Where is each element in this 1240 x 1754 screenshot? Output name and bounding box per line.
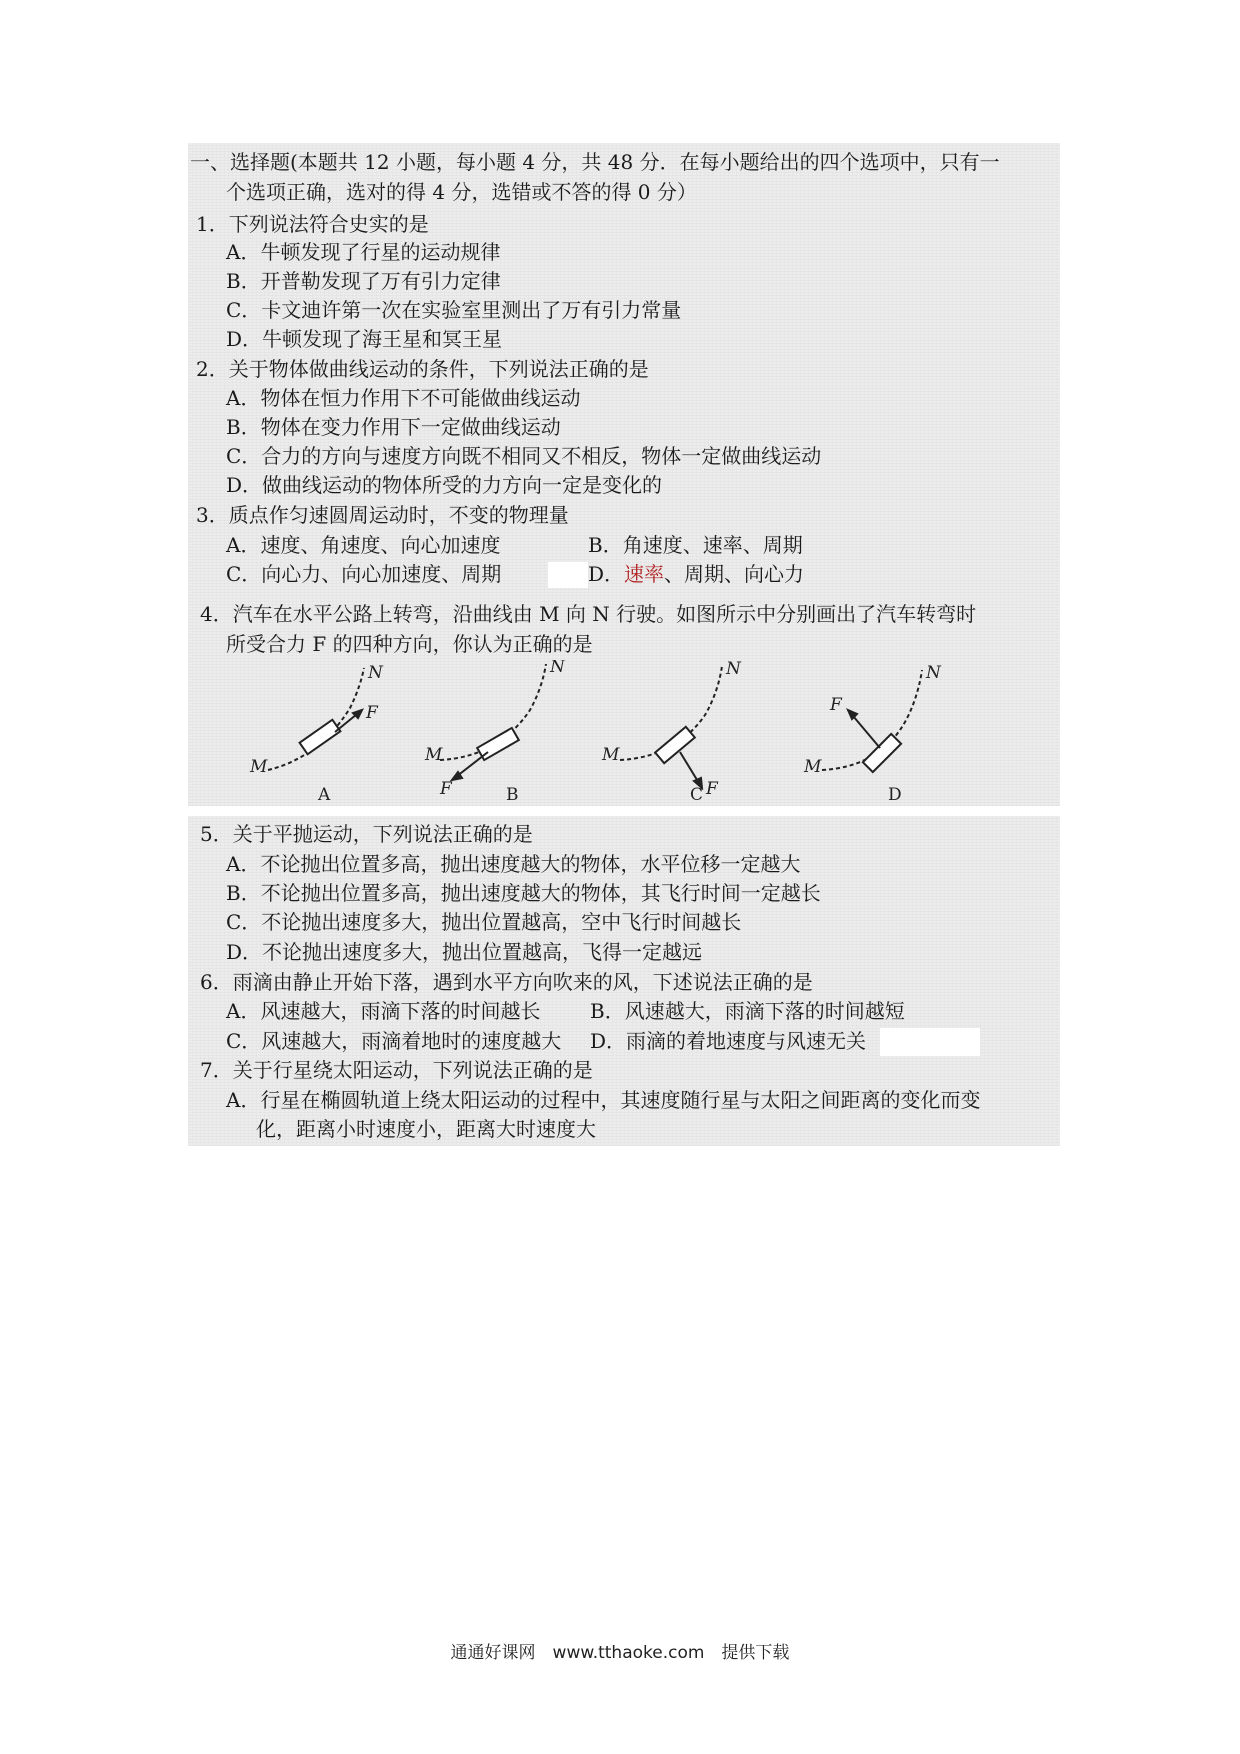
q2-option-a: A．物体在恒力作用下不可能做曲线运动 [226,386,581,410]
fig-c-caption: C [690,785,704,805]
q3-option-d: D．速率、周期、向心力 [588,562,805,586]
fig-d-label-n: N [926,663,941,683]
q3-option-a: A．速度、角速度、向心加速度 [226,533,501,557]
fig-d-car [863,734,901,772]
q1-option-d: D．牛顿发现了海王星和冥王星 [226,327,503,351]
fig-c-label-m: M [602,745,620,765]
q5-option-a: A．不论抛出位置多高，抛出速度越大的物体，水平位移一定越大 [226,852,801,876]
fig-b-caption: B [506,785,519,805]
fig-c-label-f: F [706,779,718,799]
q2-option-d: D．做曲线运动的物体所受的力方向一定是变化的 [226,473,663,497]
white-patch [880,1028,980,1056]
q4-figures [240,660,1060,810]
fig-a-car [300,720,341,754]
q4-stem: 4．汽车在水平公路上转弯，沿曲线由 M 向 N 行驶。如图所示中分别画出了汽车转弯时 [200,602,977,626]
q1-option-a: A．牛顿发现了行星的运动规律 [226,240,501,264]
q3-option-b: B．角速度、速率、周期 [588,533,803,557]
q4-stem-cont: 所受合力 F 的四种方向，你认为正确的是 [226,632,593,656]
fig-c-label-n: N [726,660,741,679]
fig-a-label-f: F [366,703,378,723]
fig-b-label-n: N [550,660,565,677]
q6-option-b: B．风速越大，雨滴下落的时间越短 [590,999,905,1023]
q6-option-c: C．风速越大，雨滴着地时的速度越大 [226,1029,562,1053]
q6-option-a: A．风速越大，雨滴下落的时间越长 [226,999,541,1023]
q1-stem: 1．下列说法符合史实的是 [196,212,429,236]
fig-c-car [655,727,695,763]
q3-stem: 3．质点作匀速圆周运动时，不变的物理量 [196,503,569,527]
fig-d-caption: D [888,785,902,805]
q5-stem: 5．关于平抛运动，下列说法正确的是 [200,822,533,846]
q6-stem: 6．雨滴由静止开始下落，遇到水平方向吹来的风，下述说法正确的是 [200,970,813,994]
white-patch [548,562,588,588]
fig-a-label-n: N [368,663,383,683]
q2-option-b: B．物体在变力作用下一定做曲线运动 [226,415,561,439]
fig-d-label-f: F [830,695,842,715]
q1-option-b: B．开普勒发现了万有引力定律 [226,269,501,293]
fig-a-caption: A [318,785,331,805]
q7-option-a-cont: 化，距离小时速度小，距离大时速度大 [256,1117,596,1141]
q3-option-c: C．向心力、向心加速度、周期 [226,562,502,586]
fig-b-label-f: F [440,779,452,799]
q6-option-d: D．雨滴的着地速度与风速无关 [590,1029,867,1053]
fig-a-label-m: M [250,757,268,777]
q2-option-c: C．合力的方向与速度方向既不相同又不相反，物体一定做曲线运动 [226,444,822,468]
fig-d-label-m: M [804,757,822,777]
section-heading-cont: 个选项正确，选对的得 4 分，选错或不答的得 0 分） [226,180,697,204]
q5-option-d: D．不论抛出速度多大，抛出位置越高，飞得一定越远 [226,940,703,964]
q2-stem: 2．关于物体做曲线运动的条件，下列说法正确的是 [196,357,649,381]
q1-option-c: C．卡文迪许第一次在实验室里测出了万有引力常量 [226,298,682,322]
fig-b-label-m: M [425,745,443,765]
q7-stem: 7．关于行星绕太阳运动，下列说法正确的是 [200,1058,593,1082]
footer-credit: 通通好课网 www.tthaoke.com 提供下载 [450,1643,790,1663]
q5-option-b: B．不论抛出位置多高，抛出速度越大的物体，其飞行时间一定越长 [226,881,821,905]
q5-option-c: C．不论抛出速度多大，抛出位置越高，空中飞行时间越长 [226,910,742,934]
section-heading: 一、选择题(本题共 12 小题，每小题 4 分，共 48 分．在每小题给出的四个选项中，只有一 [190,150,1000,174]
q7-option-a: A．行星在椭圆轨道上绕太阳运动的过程中，其速度随行星与太阳之间距离的变化而变 [226,1088,981,1112]
